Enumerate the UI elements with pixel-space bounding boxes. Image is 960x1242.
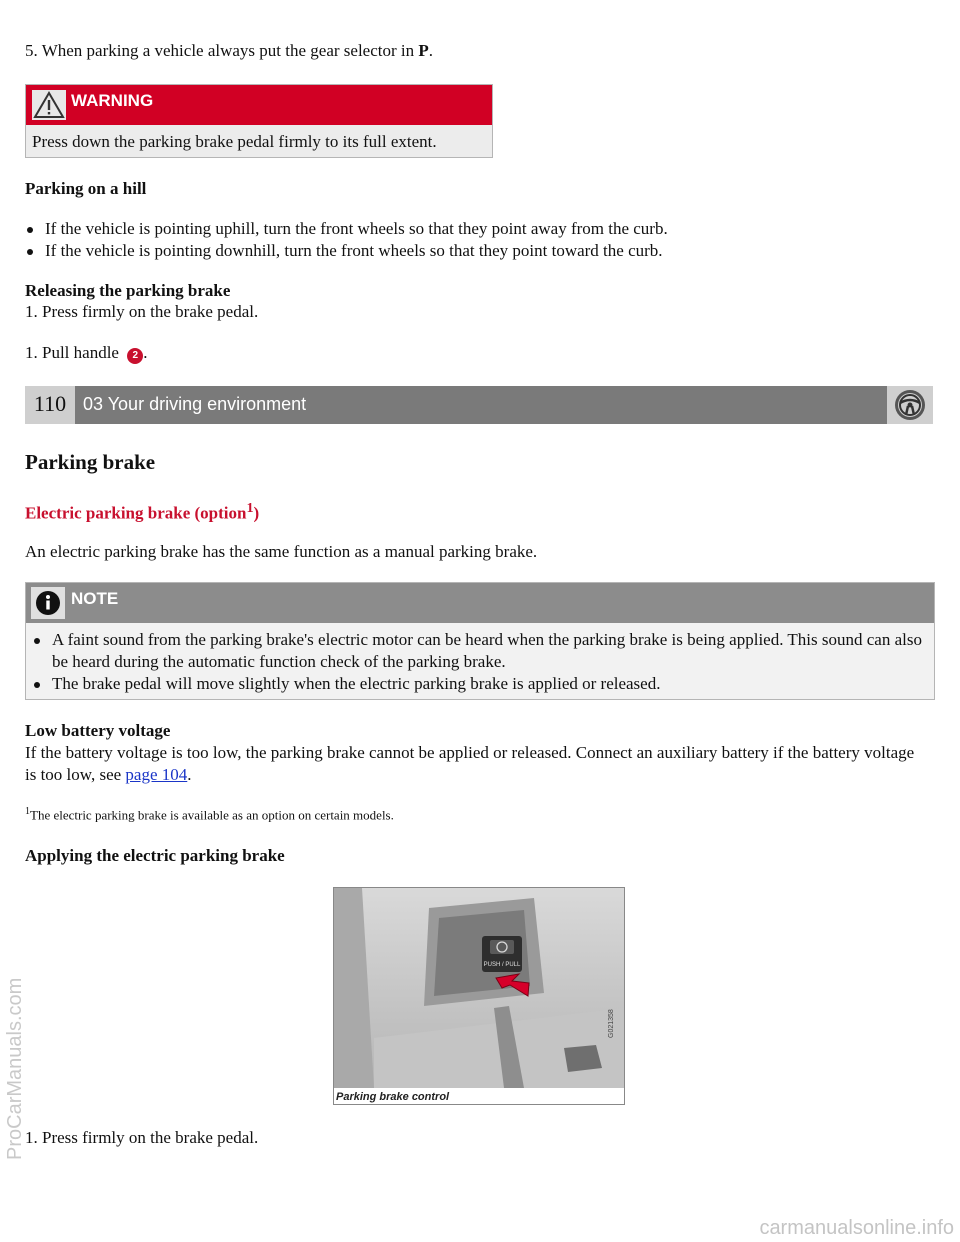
page-number: 110: [25, 386, 75, 424]
hill-heading: Parking on a hill: [25, 179, 147, 198]
steering-wheel-icon: [887, 386, 933, 424]
list-item: The brake pedal will move slightly when the electric parking brake is applied or released.: [32, 673, 928, 695]
battery-heading: Low battery voltage: [25, 721, 171, 740]
parking-brake-figure: [333, 887, 625, 1105]
site-watermark: carmanualsonline.info: [759, 1217, 954, 1239]
section-intro: An electric parking brake has the same function as a manual parking brake.: [25, 542, 538, 561]
info-icon: [31, 587, 65, 619]
hill-list: [25, 218, 668, 262]
parking-brake-control-illustration: [334, 888, 624, 1088]
releasing-heading: Releasing the parking brake: [25, 281, 231, 300]
releasing-step-2: 1. Pull handle 2 .: [25, 342, 147, 364]
step-5-text: 5. When parking a vehicle always put the gear selector in: [25, 41, 419, 60]
warning-header: WARNING: [71, 91, 154, 110]
footnote: $^1$The electric parking brake is available as an option on certain models.: [25, 806, 394, 823]
warning-header-bar: [26, 85, 492, 125]
note-header-bar: [26, 583, 934, 623]
list-item: If the vehicle is pointing uphill, turn the front wheels so that they point away from the curb.: [25, 218, 668, 240]
gear-p: P: [418, 41, 429, 60]
page-link[interactable]: page 104: [125, 765, 188, 784]
applying-heading: Applying the electric parking brake: [25, 846, 285, 865]
warning-box: [25, 84, 493, 158]
chapter-icon-box: [887, 386, 933, 424]
figure-label: PUSH / PULL: [483, 962, 521, 968]
list-item: A faint sound from the parking brake's electric motor can be heard when the parking brake is being applied. This sound can also be heard during the automatic function check of the parking brake.: [32, 629, 928, 673]
watermark: ProCarManuals.com: [4, 977, 26, 1160]
footnote-ref[interactable]: 1: [246, 500, 254, 516]
releasing-step-1: 1. Press firmly on the brake pedal.: [25, 302, 259, 321]
chapter-title: 03 Your driving environment: [83, 394, 307, 414]
section-subtitle: Electric parking brake (option$^1$): [25, 500, 260, 523]
page-title: Parking brake: [25, 450, 156, 474]
warning-triangle-icon: [32, 90, 66, 120]
figure-code: G021358: [608, 1009, 615, 1038]
note-box: [25, 582, 935, 700]
note-header: NOTE: [71, 589, 119, 608]
callout-2-icon: 2: [127, 348, 143, 364]
figure-caption: Parking brake control: [336, 1091, 450, 1103]
note-list: [26, 623, 934, 695]
battery-text: If the battery voltage is too low, the parking brake cannot be applied or released. Connect an auxiliary battery if the battery voltage is too low, see page 104.: [25, 743, 915, 784]
chapter-header: [25, 386, 933, 424]
list-item: If the vehicle is pointing downhill, turn the front wheels so that they point toward the curb.: [25, 240, 668, 262]
warning-body: Press down the parking brake pedal firmly to its full extent.: [32, 132, 437, 151]
applying-step-1: 1. Press firmly on the brake pedal.: [25, 1128, 259, 1147]
step-5: 5. When parking a vehicle always put the gear selector in P.: [25, 41, 434, 60]
